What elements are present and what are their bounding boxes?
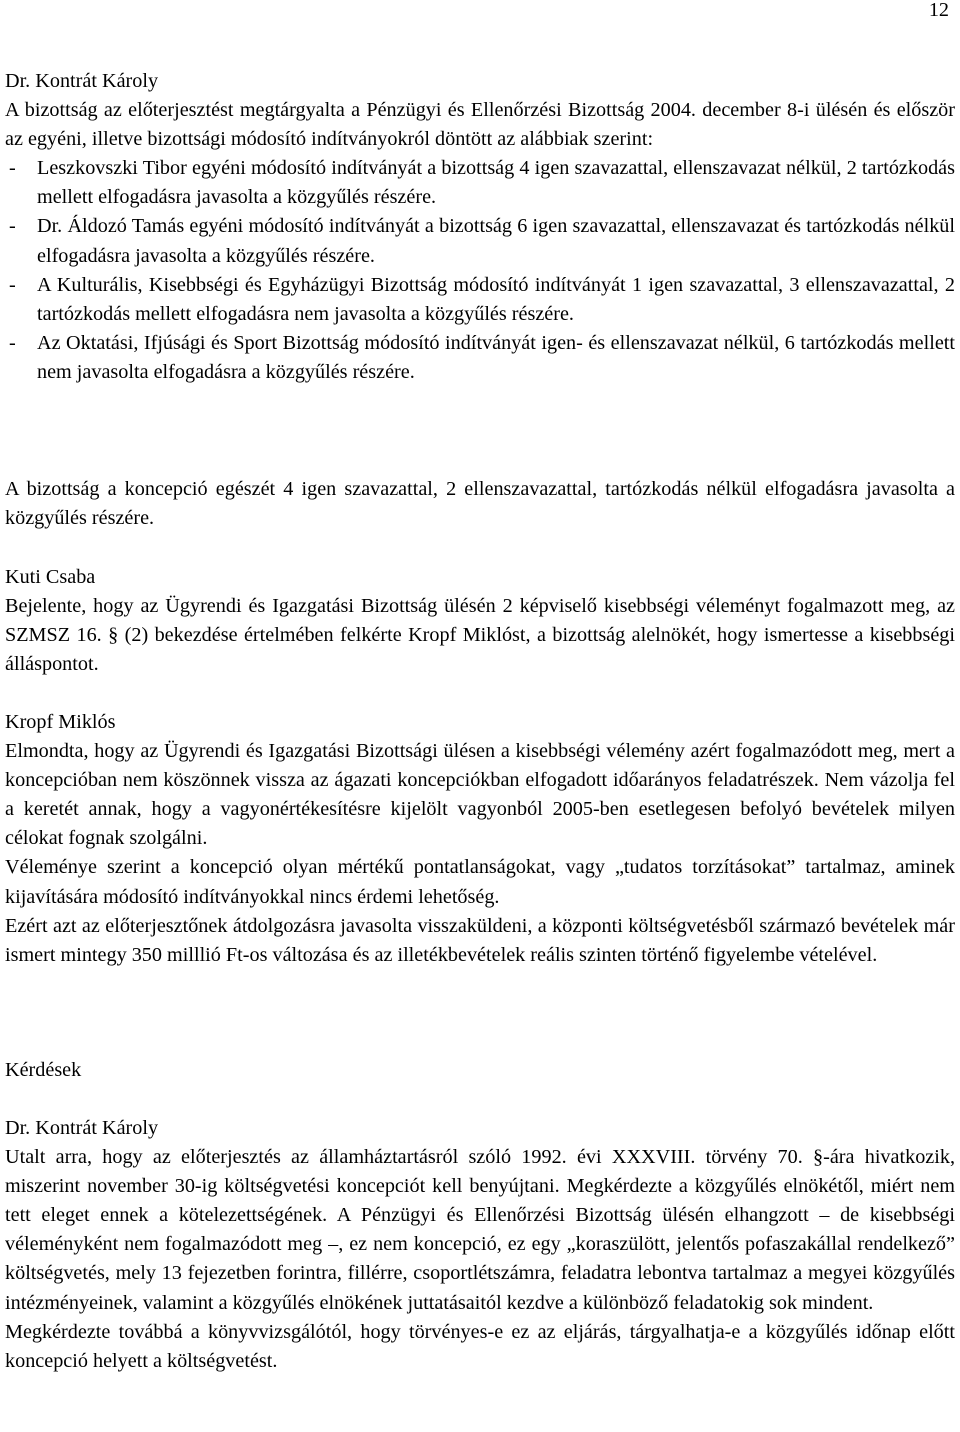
list-item — [5, 329, 955, 387]
list-dash: - — [9, 215, 16, 238]
list-item-text: Leszkovszki Tibor egyéni módosító indítványát a bizottság 4 igen szavazattal, ellenszavazat nélkül, 2 tartózkodás mellett elfogadásra javasolta a közgyűlés részére. — [37, 157, 955, 209]
list-dash: - — [9, 157, 16, 180]
page-number: 12 — [928, 0, 949, 21]
paragraph-text: Utalt arra, hogy az előterjesztés az államháztartásról szóló 1992. évi XXXVIII. törvény 70. §-ára hivatkozik, miszerint november 30-ig költségvetési koncepciót kell benyújtani. Megkérdezte a közgyűlés elnökétől, miért nem tett eleget ennek a kötelezettségének. A Pénzügyi és Ellenőrzési Bizottság ülésén elhangzott – de kisebbségi véleményként nem fogalmazódott meg –, ez nem koncepció, ez egy „koraszülött, jelentős pofaszakállal rendelkező” költségvetés, mely 13 fejezetben forintra, fillérre, csoportlétszámra, feladatra lebontva tartalmaz a megyei közgyűlés intézményeinek, valamint a közgyűlés elnökének juttatásaitól kezdve a különböző feladatokig sok mindent. — [5, 1146, 955, 1314]
summary-block — [5, 475, 955, 533]
speaker-name: Dr. Kontrát Károly — [5, 1117, 159, 1139]
list-dash: - — [9, 331, 16, 354]
section-heading: Kérdések — [5, 1059, 82, 1081]
list-item — [5, 154, 955, 212]
list-item-text: A Kulturális, Kisebbségi és Egyházügyi Bizottság módosító indítványát 1 igen szavazattal, 3 ellenszavazattal, 2 tartózkodás mellett elfogadásra nem javasolta a közgyűlés részére. — [37, 273, 955, 325]
section-kuti — [5, 563, 955, 679]
paragraph-text: Véleménye szerint a koncepció olyan mértékű pontatlanságokat, vagy „tudatos torzításokat” tartalmaz, aminek kijavítására módosító indítványokkal nincs érdemi lehetőség. — [5, 856, 955, 908]
document-page — [5, 0, 955, 1432]
speaker-name: Kropf Miklós — [5, 711, 116, 733]
section-questions — [5, 1056, 955, 1085]
speaker-name: Dr. Kontrát Károly — [5, 70, 159, 92]
speaker-name: Kuti Csaba — [5, 566, 96, 588]
list-item — [5, 212, 955, 270]
section-kontrat-1 — [5, 67, 955, 387]
list-item-text: Az Oktatási, Ifjúsági és Sport Bizottság módosító indítványát igen- és ellenszavazat nélkül, 6 tartózkodás mellett nem javasolta elfogadásra a közgyűlés részére. — [37, 331, 955, 383]
list-item — [5, 271, 955, 329]
list-dash: - — [9, 273, 16, 296]
section-kropf — [5, 708, 955, 970]
paragraph-text: Elmondta, hogy az Ügyrendi és Igazgatási Bizottsági ülésen a kisebbségi vélemény azért fogalmazódott meg, mert a koncepcióban nem köszönnek vissza az ágazati koncepciókban elfogadott időarányos feladatrészek. Nem vázolja fel a keretét annak, hogy a vagyonértékesítésre kijelölt vagyonból 2005-ben esetlegesen befolyó bevételek milyen célokat fognak szolgálni. — [5, 740, 955, 850]
paragraph-summary: A bizottság a koncepció egészét 4 igen szavazattal, 2 ellenszavazattal, tartózkodás nélkül elfogadásra javasolta a közgyűlés részére. — [5, 478, 955, 530]
section-kontrat-2 — [5, 1114, 955, 1376]
paragraph-text: Bejelente, hogy az Ügyrendi és Igazgatási Bizottság ülésén 2 képviselő kisebbségi véleményt fogalmazott meg, az SZMSZ 16. § (2) bekezdése értelmében felkérte Kropf Miklóst, a bizottság alelnökét, hogy ismertesse a kisebbségi álláspontot. — [5, 595, 955, 676]
paragraph-intro: A bizottság az előterjesztést megtárgyalta a Pénzügyi és Ellenőrzési Bizottság 2004. december 8-i ülésén és először az egyéni, illetve bizottsági módosító indítványokról döntött az alábbiak szerint: — [5, 99, 955, 151]
list-item-text: Dr. Áldozó Tamás egyéni módosító indítványát a bizottság 6 igen szavazattal, ellenszavazat és tartózkodás nélkül elfogadásra javasolta a közgyűlés részére. — [37, 215, 955, 267]
paragraph-text: Megkérdezte továbbá a könyvvizsgálótól, hogy törvényes-e ez az eljárás, tárgyalhatja-e a közgyűlés időnap előtt koncepció helyett a költségvetést. — [5, 1320, 955, 1372]
paragraph-text: Ezért azt az előterjesztőnek átdolgozásra javasolta visszaküldeni, a központi költségvetésből származó bevételek már ismert mintegy 350 milllió Ft-os változása és az illetékbevételek reális szinten történő figyelembe vételével. — [5, 914, 955, 966]
